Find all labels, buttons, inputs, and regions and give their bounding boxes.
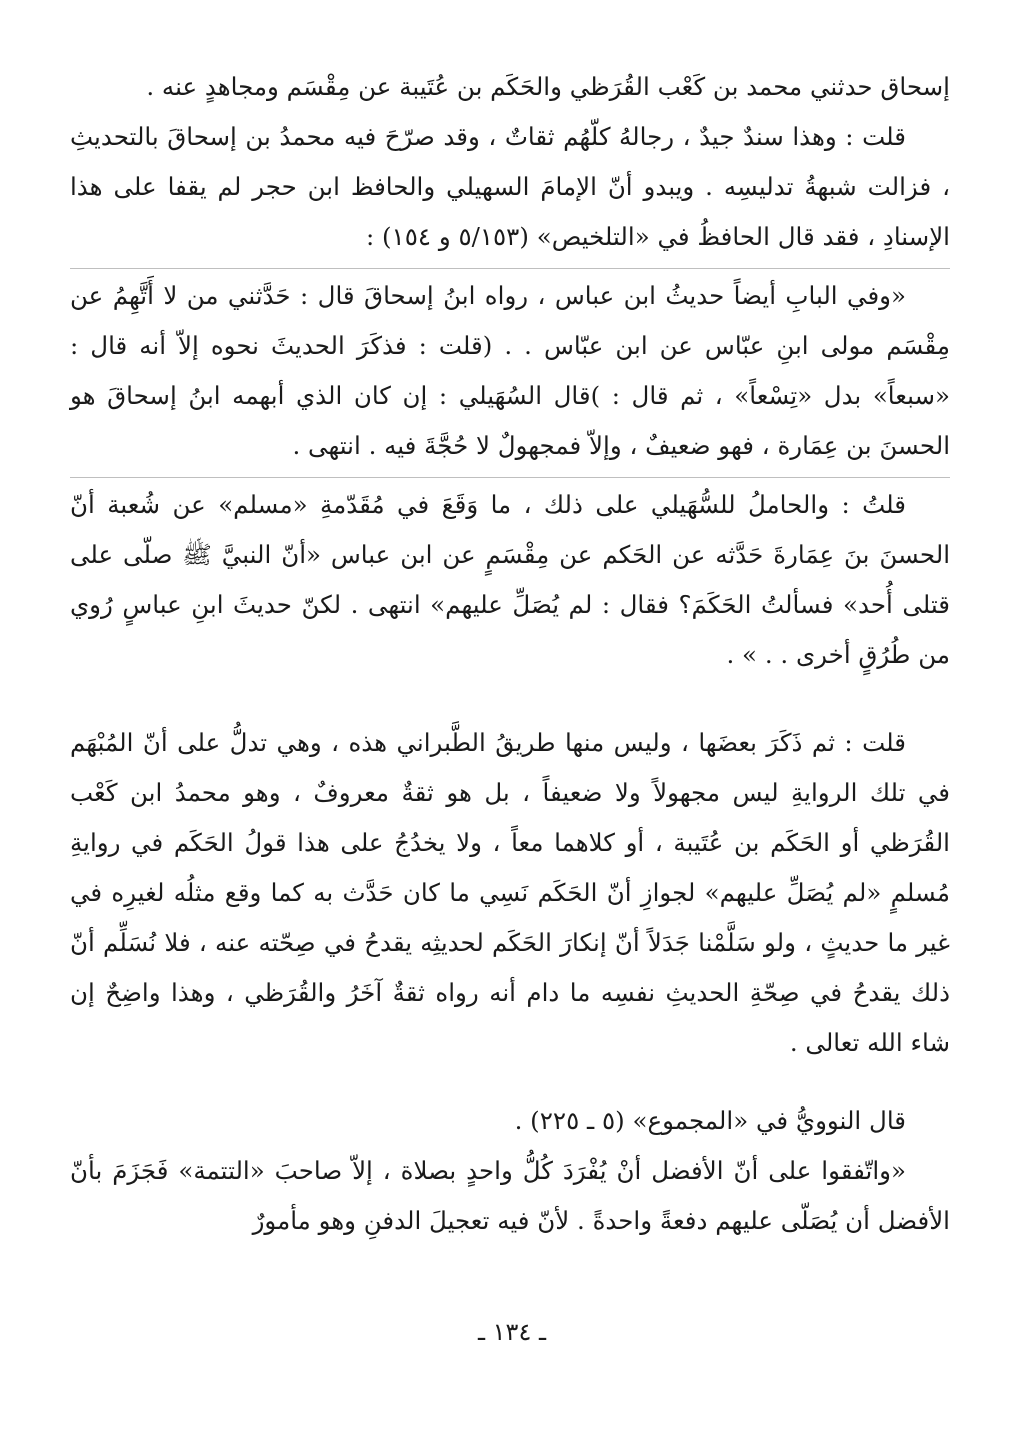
paragraph-majmu-quote: «واتّفقوا على أنّ الأفضل أنْ يُفْرَدَ كُلُّ واحدٍ بصلاة ، إلاّ صاحبَ «التتمة» فَجَزَمَ بأنّ الأفضل أن يُصَلّى عليهم دفعةً واحدةً . لأنّ فيه تعجيلَ الدفنِ وهو مأمورٌ [70,1156,950,1235]
paragraph-tabarani-comment: قلت : ثم ذَكَرَ بعضَها ، وليس منها طريقُ الطَّبراني هذه ، وهي تدلُّ على أنّ المُبْهَم في تلك الروايةِ ليس مجهولاً ولا ضعيفاً ، بل هو ثقةٌ معروفٌ ، وهو محمدُ ابن كَعْب القُرَظي أو الحَكَم بن عُتَيبة ، أو كلاهما معاً ، ولا يخدُجُ على هذا قولُ الحَكَم في روايةِ مُسلمٍ «لم يُصَلِّ عليهم» لجوازِ أنّ الحَكَم نَسِي ما كان حَدَّث به كما وقع مثلُه لغيرِه في غير ما حديثٍ ، ولو سَلَّمْنا جَدَلاً أنّ إنكارَ الحَكَم لحديثِه يقدحُ في صِحّته عنه ، فلا نُسَلِّم أنّ ذلك يقدحُ في صِحّةِ الحديثِ نفسِه ما دام أنه رواه ثقةٌ آخَرُ والقُرَظي ، وهذا واضِحٌ إن شاء الله تعالى . [70,728,950,1057]
page-number: ـ ١٣٤ ـ [477,1318,546,1346]
paragraph-suhayli-note: قلتُ : والحاملُ للسُّهَيلي على ذلك ، ما وَقَعَ في مُقَدّمةِ «مسلم» عن شُعبة أنّ الحسنَ بنَ عِمَارةَ حَدَّثه عن الحَكم عن مِقْسَمٍ عن ابن عباس «أنّ النبيَّ ﷺ صلّى على قتلى أُحد» فسألتُ الحَكَمَ؟ فقال : لم يُصَلِّ عليهم» انتهى . لكنّ حديثَ ابنِ عباسٍ رُوي من طُرُقٍ أخرى . . » . [70,477,950,680]
paragraph-isnad-comment: قلت : وهذا سندٌ جيدٌ ، رجالهُ كلّهُم ثقاتٌ ، وقد صرّحَ فيه محمدُ بن إسحاقَ بالتحديثِ ، فزالت شبهةُ تدليسِه . ويبدو أنّ الإمامَ السهيلي والحافظ ابن حجر لم يقفا على هذا الإسنادِ ، فقد قال الحافظُ في «التلخيص» (٥/١٥٣ و ١٥٤) : [70,122,950,251]
paragraph-continuation: إسحاق حدثني محمد بن كَعْب القُرَظي والحَكَم بن عُتَيبة عن مِقْسَم ومجاهدٍ عنه . [146,72,950,101]
paragraph-quote-talkhis: «وفي البابِ أيضاً حديثُ ابن عباس ، رواه ابنُ إسحاقَ قال : حَدَّثني من لا أَتَّهِمُ عن مِقْسَم مولى ابنِ عبّاس عن ابن عبّاس . . (قلت : فذكَرَ الحديثَ نحوه إلاّ أنه قال : «سبعاً» بدل «تِسْعاً» ، ثم قال : )قال السُهَيلي : إن كان الذي أبهمه ابنُ إسحاقَ هو الحسنَ بن عِمَارة ، فهو ضعيفٌ ، وإلاّ فمجهولٌ لا حُجَّةَ فيه . انتهى . [70,268,950,471]
page-body [70,62,950,1246]
paragraph-nawawi-heading: قال النوويُّ في «المجموع» (٥ ـ ٢٢٥) . [514,1106,906,1135]
